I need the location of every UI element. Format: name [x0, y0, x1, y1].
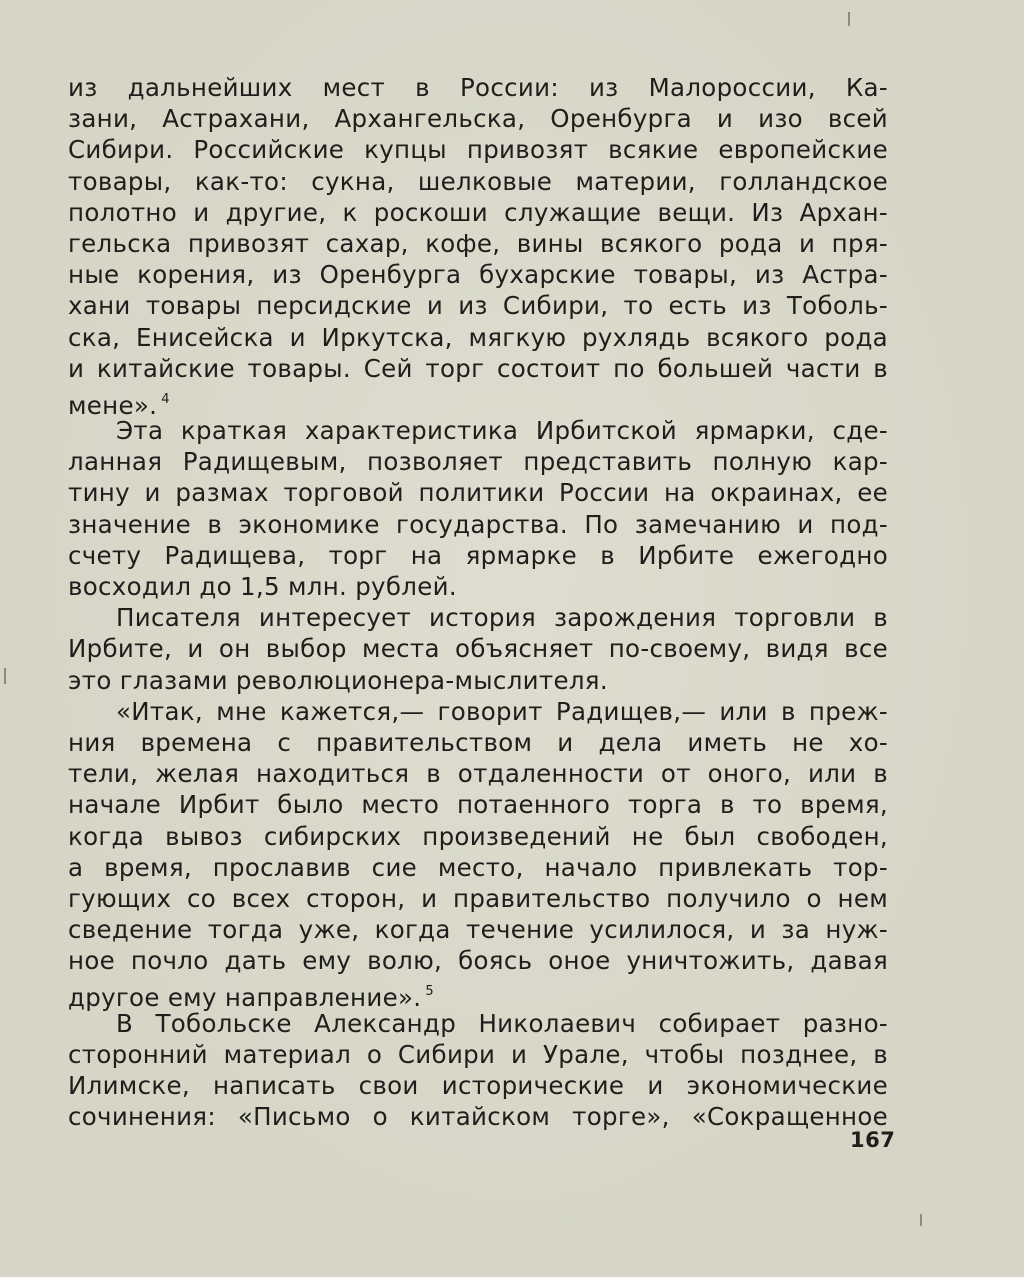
- text-line: значение в экономике государства. По замечанию и под-: [68, 509, 888, 539]
- text-line: хани товары персидские и из Сибири, то есть из Тоболь-: [68, 291, 888, 321]
- text-line: и китайские товары. Сей торг состоит по большей части в: [68, 353, 888, 383]
- text-line: В Тобольске Александр Николаевич собирает разно-: [116, 1008, 888, 1038]
- text-line: ное почло дать ему волю, боясь оное уничтожить, давая: [68, 946, 888, 976]
- text-line: начале Ирбит было место потаенного торга в то время,: [68, 790, 888, 820]
- text-line: Писателя интересует история зарождения торговли в: [116, 603, 888, 633]
- text-line: зани, Астрахани, Архангельска, Оренбурга и изо всей: [68, 104, 888, 134]
- text-line: сведение тогда уже, когда течение усилилося, и за нуж-: [68, 915, 888, 945]
- text-line: а время, прославив сие место, начало привлекать тор-: [68, 852, 888, 882]
- page-number: 167: [850, 1128, 896, 1152]
- text-line: ные корения, из Оренбурга бухарские товары, из Астра-: [68, 260, 888, 290]
- footnote-marker: 5: [425, 984, 434, 1000]
- text-line: полотно и другие, к роскоши служащие вещи. Из Архан-: [68, 197, 888, 227]
- text-line: гельска привозят сахар, кофе, вины всякого рода и пря-: [68, 228, 888, 258]
- text-line: Эта краткая характеристика Ирбитской ярмарки, сде-: [116, 416, 888, 446]
- text-line: ска, Енисейска и Иркутска, мягкую рухлядь всякого рода: [68, 322, 888, 352]
- text-line: это глазами революционера-мыслителя.: [68, 665, 608, 695]
- text-line: ния времена с правительством и дела иметь не хо-: [68, 727, 888, 757]
- paragraph: [68, 696, 888, 1013]
- paragraph: [68, 1008, 888, 1133]
- text-line: счету Радищева, торг на ярмарке в Ирбите ежегодно: [68, 540, 888, 570]
- text-line: когда вывоз сибирских произведений не был свободен,: [68, 821, 888, 851]
- text-line: тели, желая находиться в отдаленности от оного, или в: [68, 759, 888, 789]
- page-edge-mark-bottom: [920, 1214, 922, 1226]
- text-line: из дальнейших мест в России: из Малороссии, Ка-: [68, 73, 888, 102]
- text-line: восходил до 1,5 млн. рублей.: [68, 572, 457, 601]
- paragraph: [68, 602, 888, 696]
- text-line: Сибири. Российские купцы привозят всякие европейские: [68, 135, 888, 165]
- text-line: мене». $^4$: [68, 390, 170, 420]
- text-line: «Итак, мне кажется,— говорит Радищев,— или в преж-: [116, 696, 888, 726]
- text-line: товары, как-то: сукна, шелковые материи, голландское: [68, 166, 888, 196]
- body-text: [68, 72, 888, 1132]
- page-edge-mark-top: [848, 12, 850, 26]
- paragraph: [68, 72, 888, 420]
- text-line: тину и размах торговой политики России на окраинах, ее: [68, 478, 888, 508]
- text-line: Илимске, написать свои исторические и экономические: [68, 1071, 888, 1100]
- paragraph: [68, 415, 888, 602]
- text-line: Ирбите, и он выбор места объясняет по-своему, видя все: [68, 634, 888, 664]
- text-line: другое ему направление». $^5$: [68, 983, 434, 1013]
- text-line: сторонний материал о Сибири и Урале, чтобы позднее, в: [68, 1039, 888, 1069]
- footnote-marker: 4: [161, 391, 170, 407]
- page-edge-mark-left: [4, 668, 6, 684]
- text-line: сочинения: «Письмо о китайском торге», «Сокращенное: [68, 1102, 888, 1132]
- text-line: гующих со всех сторон, и правительство получило о нем: [68, 883, 888, 913]
- text-line: ланная Радищевым, позволяет представить полную кар-: [68, 447, 888, 477]
